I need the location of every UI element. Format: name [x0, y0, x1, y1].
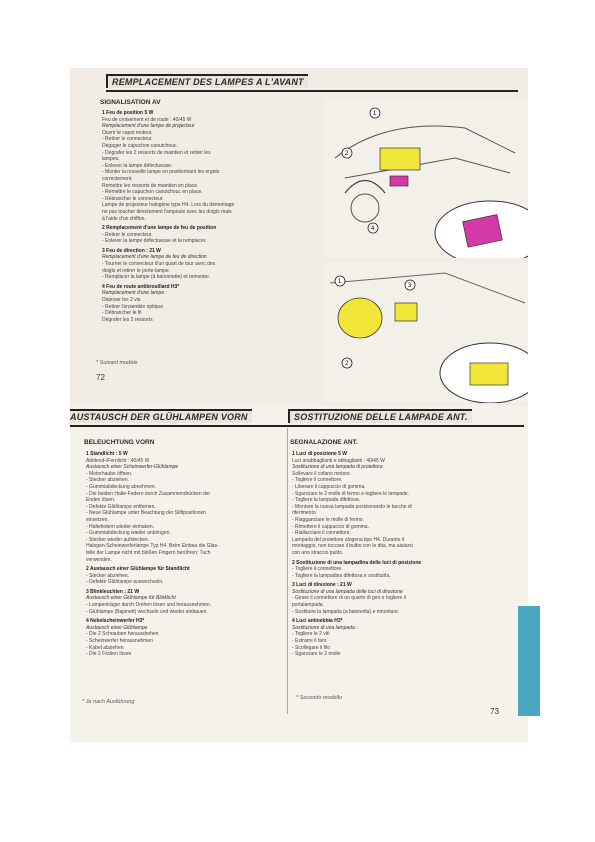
blue-thumb-tab: [518, 606, 540, 716]
figure-label-4: 4: [371, 226, 375, 232]
text-line: 3 Feu de direction : 21 W: [102, 247, 161, 254]
text-line: - Togliere il connettore.: [292, 566, 343, 573]
text-line: 4 Luci antinebbia H3*: [292, 618, 343, 625]
bottom-right-text-block: [292, 451, 492, 658]
headlamp-highlight: [380, 148, 420, 170]
headlamp-figure: [325, 98, 528, 258]
text-line: - Die beiden Halte-Federn durch Zusammendrücken der: [86, 490, 211, 497]
text-line: 2 Austausch einer Glühlampe für Standlicht: [86, 566, 190, 573]
bottom-left-text-block: [86, 451, 284, 658]
text-line: Sostituzione di una lampada :: [292, 624, 358, 631]
text-line: Luci anabbaglianti e abbaglianti : 40/45 W: [292, 457, 385, 464]
top-footnote: * Suivant modèle: [96, 360, 138, 366]
bottom-page: [70, 405, 528, 742]
text-line: - Girare il connettore di un quarto di giro e togliere il: [292, 595, 406, 602]
text-line: Austausch einer Scheinwerfer-Glühlampe: [86, 464, 179, 471]
text-line: Dégager le capuchon caoutchouc.: [102, 142, 178, 149]
text-line: - Neue Glühlampe unter Beachtung der Stiftpositionen: [86, 510, 207, 517]
text-line: Remplacement d'une lampe :: [102, 290, 167, 297]
text-line: - Motorhaube öffnen.: [86, 470, 133, 477]
text-line: - Scollegare il filo: [292, 644, 331, 651]
text-line: - Gummiabdeckung wieder anbringen.: [86, 530, 171, 537]
figure-label-3: 3: [408, 283, 412, 289]
text-line: - Togliere il connettore.: [292, 477, 343, 484]
text-line: - Rebrancher le connecteur.: [102, 195, 164, 202]
bulb-highlight: [338, 298, 382, 338]
text-line: - Retirer l'ensemble optique: [102, 303, 163, 310]
text-line: correctement.: [102, 175, 133, 182]
text-line: verwenden.: [86, 556, 112, 563]
top-page-number: 72: [96, 373, 105, 382]
text-line: Austausch einer Glühlampe: [86, 624, 148, 631]
bottom-title-rule: [70, 425, 524, 427]
text-line: con uno straccio pulito.: [292, 549, 344, 556]
figure-label-2b: 2: [345, 361, 349, 367]
text-line: à l'aide d'un chiffon.: [102, 215, 146, 222]
bottom-page-number: 73: [490, 707, 499, 716]
text-line: Sostituzione di una lampada di proiettore: [292, 464, 383, 471]
text-line: - Gummiabdeckung abnehmen.: [86, 483, 157, 490]
text-line: - Retirer le connecteur.: [102, 136, 153, 143]
text-line: - Defekte Glühlampe entfernen.: [86, 503, 156, 510]
text-line: - Defekte Glühlampe auswechseln.: [86, 579, 164, 586]
text-line: - Retirer le connecteur.: [102, 231, 153, 238]
text-line: 1 Feu de position 5 W: [102, 110, 154, 116]
text-line: Dégrafer les 2 ressorts: [102, 316, 153, 323]
text-line: 2 Remplacement d'une lampe de feu de position: [102, 225, 217, 232]
bottom-left-footnote: * Je nach Ausführung: [82, 699, 135, 705]
text-line: - Riallacciare il connettore.: [292, 530, 351, 537]
text-line: - Togliere le 2 viti: [292, 631, 330, 638]
text-line: 1 Luci di posizione 5 W: [292, 451, 348, 457]
text-line: Feu de croisement et de route : 40/45 W: [102, 116, 192, 123]
text-line: - Rimettere il cappuccio di gomma.: [292, 523, 369, 530]
text-line: - Riagganciare le molle di fermo.: [292, 516, 364, 523]
bottom-left-title: AUSTAUSCH DER GLÜHLAMPEN VORN: [70, 409, 252, 423]
text-line: - Togliere la lampada difettosa.: [292, 497, 361, 504]
text-line: Sollevare il cofano motore.: [292, 470, 352, 477]
text-line: 3 Blinkleuchten : 21 W: [86, 588, 140, 595]
text-line: Abblend-/Fernlicht : 40/45 W: [86, 457, 150, 464]
text-line: Ouvrir le capot moteur.: [102, 129, 153, 136]
text-line: - Remettre le capuchon caoutchouc en place.: [102, 189, 203, 196]
text-line: - Stecker abziehen.: [86, 572, 130, 579]
text-line: doigts et retirer le porte-lampe.: [102, 267, 171, 274]
text-line: - Sganciare le 2 molle: [292, 651, 341, 658]
text-line: - Enlever la lampe défectueuse.: [102, 162, 173, 169]
text-line: einsetzen.: [86, 516, 109, 523]
text-line: - Sostituire la lampada (a baionetta) e rimontare.: [292, 608, 400, 615]
text-line: Déposer les 2 vis: [102, 297, 141, 304]
text-line: Enden lösen.: [86, 497, 116, 504]
text-line: - Monter la nouvelle lampe en positionnant les ergots: [102, 169, 220, 176]
text-line: - Stecker abziehen.: [86, 477, 130, 484]
text-line: - Haltefedern wieder einhaken.: [86, 523, 155, 530]
text-line: Sostituzione di una lampada delle luci di direzione: [292, 588, 403, 595]
text-line: Halogen-Scheinwerferlampe Typ H4. Beim Einbau die Glas-: [86, 543, 219, 550]
text-line: - Débrancher le fil: [102, 310, 142, 317]
text-line: portalampada.: [292, 602, 324, 609]
text-line: riferimento.: [292, 510, 318, 517]
text-line: Lampe de projecteur halogène type H4. Lors du démontage: [102, 202, 235, 209]
column-divider: [287, 428, 288, 714]
text-line: - Die 2 Federn lösen: [86, 651, 132, 658]
text-line: lampes.: [102, 156, 120, 163]
text-line: 3 Luci di direzione : 21 W: [292, 582, 352, 589]
text-line: - Estrarre il faro: [292, 638, 327, 645]
bottom-left-section: BELEUCHTUNG VORN: [84, 439, 155, 446]
figure-label-1: 1: [373, 111, 377, 117]
text-line: - Kabel abziehen: [86, 644, 124, 651]
bottom-right-footnote: * Secondo modello: [296, 695, 343, 701]
text-line: - Scheinwerfer herausnehmen: [86, 638, 153, 645]
text-line: Remettre les ressorts de maintien en place.: [102, 182, 199, 189]
top-page-title: REMPLACEMENT DES LAMPES A L'AVANT: [106, 74, 308, 88]
text-line: Remplacement d'une lampe de projecteur: [102, 123, 195, 130]
text-line: 2 Sostituzione di una lampadina delle luci di posizione: [292, 559, 422, 566]
top-section-heading: SIGNALISATION AV: [100, 99, 161, 106]
text-line: Austausch einer Glühlampe für Blinklicht: [86, 595, 176, 602]
top-text-block: [102, 110, 312, 323]
text-line: - Dégrafer les 2 ressorts de maintien et retirer les: [102, 149, 211, 156]
text-line: - Lampenträger durch Drehen lösen und herausnehmen.: [86, 602, 212, 609]
bottom-right-section: SEGNALAZIONE ANT.: [290, 439, 358, 446]
text-line: - Montare la nuova lampada posizionando le tacche di: [292, 503, 412, 510]
figure-label-2: 2: [345, 151, 349, 157]
text-line: 4 Nebelscheinwerfer H3*: [86, 618, 145, 625]
figure-label-1b: 1: [338, 279, 342, 285]
top-title-rule: [106, 90, 518, 92]
text-line: - Togliere la lampadina difettosa e sostituirla.: [292, 572, 391, 579]
text-line: 1 Standlicht : 5 W: [86, 451, 128, 457]
text-line: 4 Feu de route antibrouillard H3*: [102, 283, 180, 290]
text-line: Lampada del proiettore alogena tipo H4. Durante il: [292, 536, 405, 543]
top-page: [70, 68, 528, 408]
text-line: - Die 2 Schrauben herausdrehen: [86, 631, 159, 638]
text-line: - Tourner le connecteur d'un quart de tour avec des: [102, 261, 216, 268]
text-line: Remplacement d'une lampe de feu de direction: [102, 254, 207, 261]
text-line: - Enlever la lampe défectueuse et la remplacer.: [102, 238, 207, 245]
text-line: - Remplacer la lampe (à baïonnette) et remonter.: [102, 274, 211, 281]
text-line: montaggio, non toccare il bulbo con le dita, ma aiutarsi: [292, 543, 413, 550]
text-line: - Liberare il cappuccio di gomma.: [292, 483, 366, 490]
text-line: teile der Lampe nicht mit bloßen Fingern berühren; Tuch: [86, 549, 211, 556]
text-line: - Stecker wieder aufstecken.: [86, 536, 150, 543]
text-line: - Sganciare le 2 molle di fermo e togliere le lampade.: [292, 490, 410, 497]
bottom-right-title: SOSTITUZIONE DELLE LAMPADE ANT.: [288, 409, 472, 423]
text-line: ne pas toucher directement l'ampoule avec les doigts mais: [102, 208, 232, 215]
indicator-highlight: [390, 176, 408, 186]
text-line: - Glühlampe (Bajonett) wechseln und wieder einbauen.: [86, 608, 208, 615]
lamp-housing-figure: [325, 263, 528, 403]
